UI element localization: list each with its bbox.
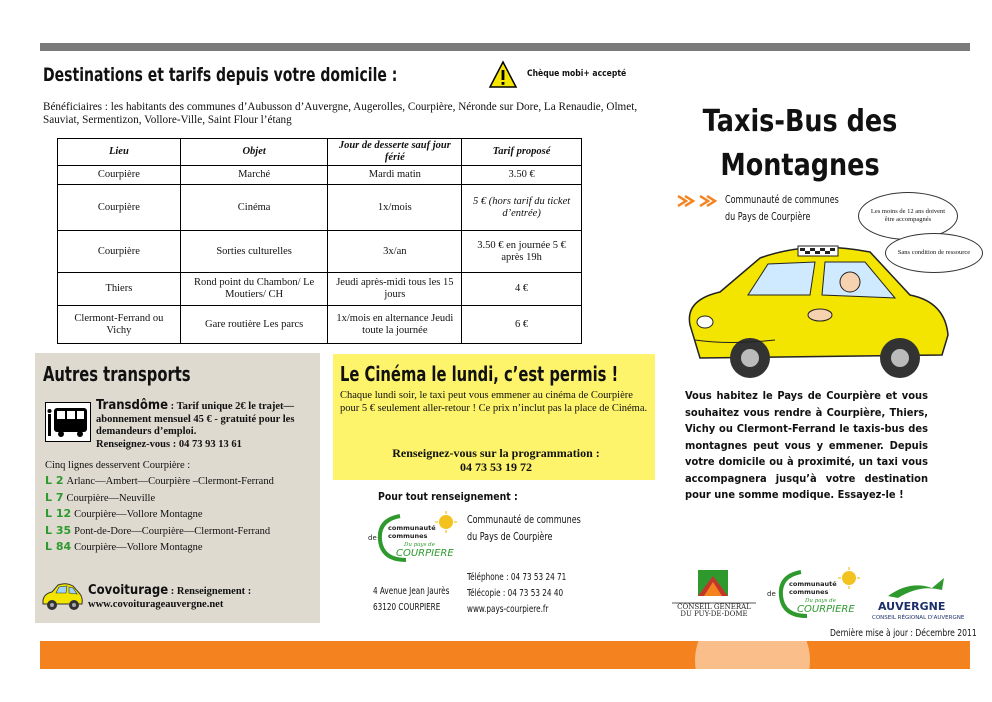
list-item [45,539,274,556]
address-line: 63120 COURPIERE [373,602,441,613]
list-item [45,490,274,507]
website-link[interactable]: www.pays-courpiere.fr [467,604,549,615]
line-code: L 7 [45,490,64,504]
cell-objet: Gare routière Les parcs [180,306,328,344]
line-code: L 35 [45,523,72,537]
cell-jour: 3x/an [328,231,462,273]
autres-transports-title: Autres transports [43,362,191,386]
pour-tout-renseignement: Pour tout renseignement : [378,490,518,503]
bottom-orange-bar [40,641,970,669]
line-route: Arlanc—Ambert—Courpière –Clermont-Ferrand [66,476,274,487]
cell-tarif: 4 € [462,273,582,306]
logo-text-communaute: communauté [789,580,837,588]
double-chevron-icon [676,194,720,208]
cell-objet: Cinéma [180,185,328,231]
line-code: L 84 [45,540,72,553]
taxibus-cc-line: Communauté de communes [725,194,839,206]
table-header-row [58,139,582,166]
logo-text-de: de [368,534,377,542]
logo-text-communaute: communauté [388,524,436,532]
transdome-name: Transdôme [96,398,169,413]
cell-lieu: Courpière [58,166,181,185]
logo-text-courpiere: COURPIERE [396,548,454,559]
carpool-car-icon [40,580,84,612]
speech-bubble-ressource: Sans condition de ressource [885,233,983,273]
list-item [45,473,274,490]
table-row [58,231,582,273]
telephone: Téléphone : 04 73 53 24 71 [467,572,567,583]
table-row [58,166,582,185]
auvergne-text: AUVERGNE [878,600,946,613]
line-route: Courpière—Neuville [66,492,156,504]
bus-icon [45,402,91,442]
col-header-tarif: Tarif proposé [462,139,582,166]
auvergne-logo [870,570,980,620]
taxibus-description: Vous habitez le Pays de Courpière et vous souhaitez vous rendre à Courpière, Thiers, Vichy ou Clermont-Ferrand le taxis-bus des montagnes peut vous y emmener. Depuis votre domicile ou à proximité, un taxi vous accompagnera jusqu’à votre destination pour une somme modique. Essayez-le ! [685,389,928,501]
cell-lieu: Courpière [58,231,181,273]
taxibus-title-line: Montagnes [720,148,880,183]
cell-objet: Marché [180,166,328,185]
transdome-info [96,400,314,451]
cheque-mobi-note: Chèque mobi+ accepté [527,69,627,79]
cinq-lignes-text: Cinq lignes desservent Courpière : [45,460,191,471]
cg-text-line2: DU PUY-DE-DOME [680,610,748,618]
logo-text-du-pays: Du pays de [805,598,836,604]
line-code: L 12 [45,507,72,520]
col-header-lieu: Lieu [58,139,181,166]
covoit-url[interactable]: www.covoiturageauvergne.net [88,599,224,610]
conseil-general-logo [668,568,760,618]
col-header-objet: Objet [180,139,328,166]
table-row [58,306,582,344]
top-divider [40,43,970,51]
list-item [45,506,274,523]
transdome-text: : Tarif unique 2€ le trajet— abonnement mensuel 45 € - gratuité pour les demandeurs d’emploi. [96,401,295,437]
line-route: Courpière—Vollore Montagne [74,542,203,553]
cc-name-line: Communauté de communes [467,514,581,526]
line-route: Courpière—Vollore Montagne [74,509,203,520]
cell-objet: Sorties culturelles [180,231,328,273]
address [373,584,449,616]
cinema-phone: 04 73 53 19 72 [460,460,532,474]
taxibus-cc-name [725,192,839,226]
table-row [58,273,582,306]
telecopie: Télécopie : 04 73 53 24 40 [467,588,564,599]
cell-objet: Rond point du Chambon/ Le Moutiers/ CH [180,273,328,306]
logo-text-courpiere: COURPIERE [797,604,855,615]
transdome-phone: Renseignez-vous : 04 73 93 13 61 [96,438,242,450]
covoit-name: Covoiturage [88,583,169,598]
covoiturage-info [88,584,318,611]
cell-jour: Mardi matin [328,166,462,185]
cc-name [467,512,581,546]
cinema-title: Le Cinéma le lundi, c’est permis ! [340,362,619,386]
tarifs-table [57,138,582,344]
logo-text-du-pays: Du pays de [404,542,435,548]
logo-text-de: de [767,590,776,598]
cinema-info [340,446,652,474]
cell-lieu: Clermont-Ferrand ou Vichy [58,306,181,344]
cell-tarif: 3.50 € en journée 5 € après 19h [462,231,582,273]
cg-text-line1: CONSEIL GENERAL [677,603,751,611]
table-row [58,185,582,231]
cc-name-line: du Pays de Courpière [467,531,553,543]
cell-jour: Jeudi après-midi tous les 15 jours [328,273,462,306]
cell-tarif: 3.50 € [462,166,582,185]
derniere-mise-a-jour: Dernière mise à jour : Décembre 2011 [830,628,977,639]
cell-tarif: 5 € (hors tarif du ticket d’entrée) [462,185,582,231]
cinema-info-line: Renseignez-vous sur la programmation : [392,446,600,460]
cell-jour: 1x/mois en alternance Jeudi toute la journée [328,306,462,344]
line-code: L 2 [45,474,64,487]
cell-lieu: Thiers [58,273,181,306]
contact-details [467,570,566,618]
bottom-bar-arc [695,641,810,669]
logo-text-communes: communes [789,588,829,596]
beneficiaires-text: Bénéficiaires : les habitants des communes d’Aubusson d’Auvergne, Augerolles, Courpière, Néronde sur Dore, La Renaudie, Olmet, Sauviat, Sermentizon, Vollore-Ville, Saint Flour l’étang [43,101,638,126]
address-line: 4 Avenue Jean Jaurès [373,586,450,597]
covoit-text: : Renseignement : [168,586,252,597]
cell-jour: 1x/mois [328,185,462,231]
cinema-text: Chaque lundi soir, le taxi peut vous emmener au cinéma de Courpière pour 5 € seulement aller-retour ! Ce prix n’inclut pas la place de Cinéma. [340,390,648,414]
courpiere-logo [366,510,466,566]
speech-bubble-enfants: Les moins de 12 ans doivent être accompagnés [858,192,958,240]
destinations-title: Destinations et tarifs depuis votre domicile : [43,64,398,86]
warning-icon [488,60,518,90]
taxibus-title [681,100,919,188]
cell-tarif: 6 € [462,306,582,344]
cell-lieu: Courpière [58,185,181,231]
logo-text-communes: communes [388,532,428,540]
line-route: Pont-de-Dore—Courpière—Clermont-Ferrand [74,525,271,537]
col-header-jour: Jour de desserte sauf jour férié [328,139,462,166]
taxibus-cc-line: du Pays de Courpière [725,211,811,223]
auvergne-subtext: CONSEIL RÉGIONAL D'AUVERGNE [872,615,965,620]
taxibus-title-line: Taxis-Bus des [702,104,898,139]
list-item [45,523,274,540]
bus-lines-list [45,473,274,556]
courpiere-logo-right [765,566,870,622]
